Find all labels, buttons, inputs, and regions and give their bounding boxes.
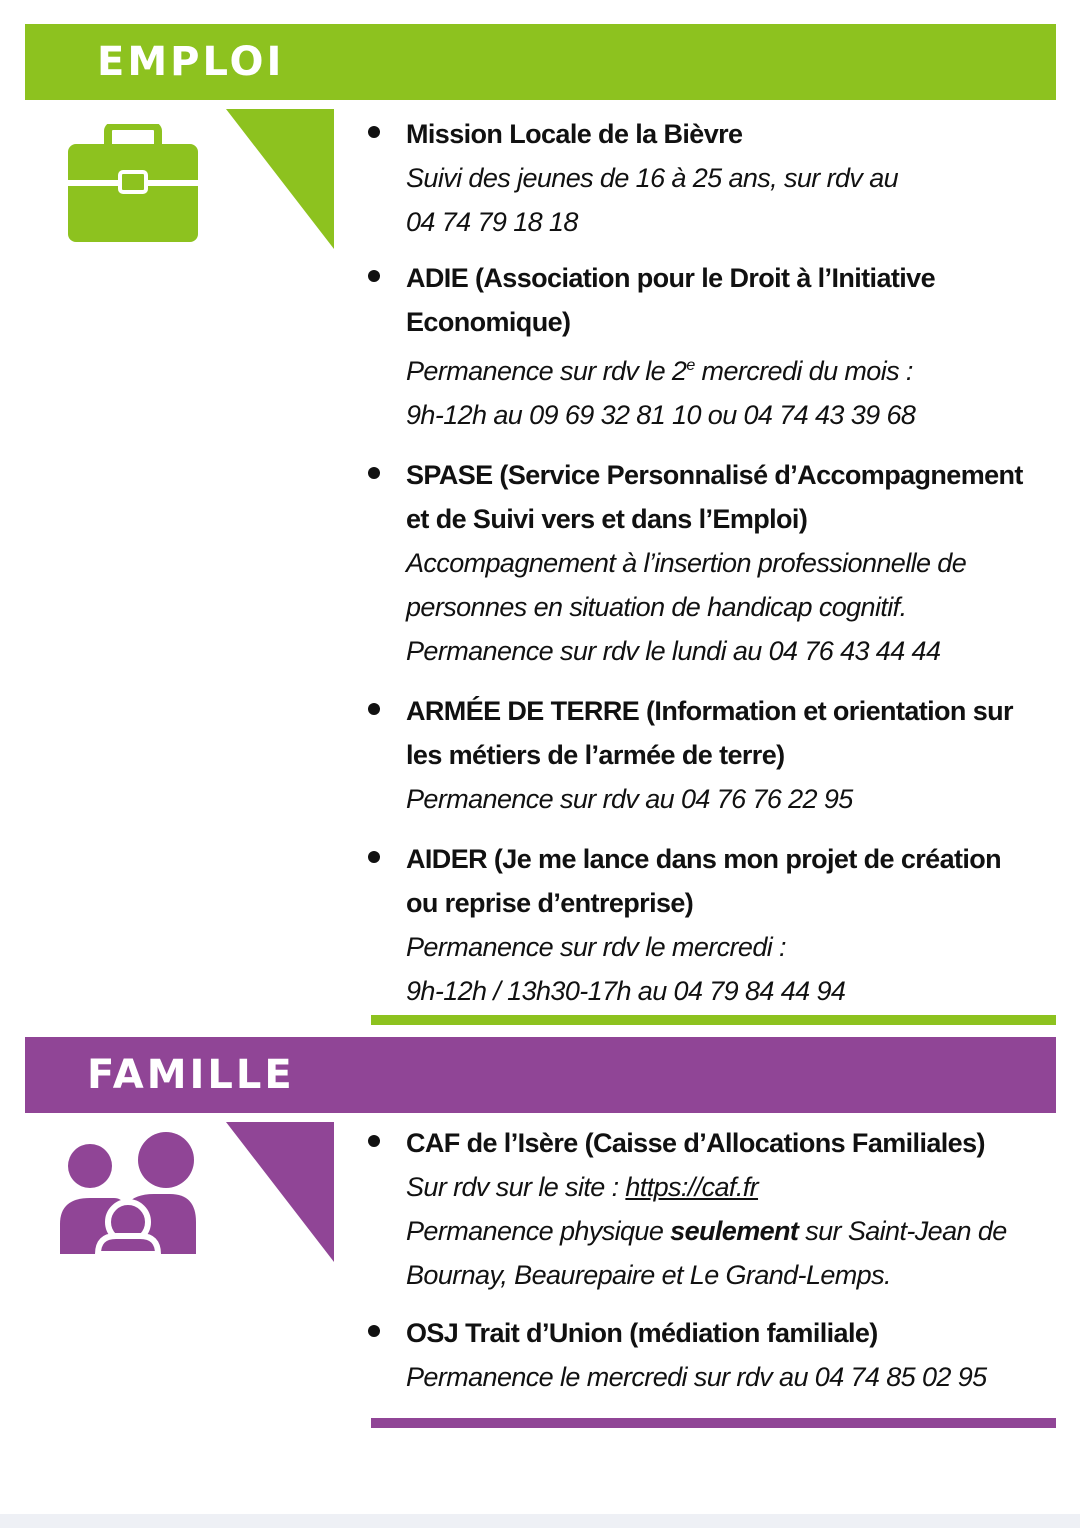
famille-list bbox=[366, 1121, 1046, 1399]
entry-title: Economique) bbox=[406, 307, 571, 337]
famille-divider bbox=[371, 1418, 1056, 1428]
entry-title: OSJ Trait d’Union (médiation familiale) bbox=[406, 1318, 878, 1348]
entry-line: Permanence sur rdv au 04 76 76 22 95 bbox=[406, 784, 853, 814]
emploi-divider bbox=[371, 1015, 1056, 1025]
famille-corner-triangle bbox=[226, 1122, 334, 1262]
bullet bbox=[368, 1325, 380, 1337]
entry-line: 9h-12h au 09 69 32 81 10 ou 04 74 43 39 68 bbox=[406, 400, 916, 430]
famille-heading: FAMILLE bbox=[87, 1052, 295, 1098]
entry-line: Permanence physique seulement sur Saint-Jean de bbox=[406, 1216, 1007, 1246]
bullet bbox=[368, 703, 380, 715]
entry-title: les métiers de l’armée de terre) bbox=[406, 740, 785, 770]
list-item bbox=[366, 689, 1046, 821]
bullet bbox=[368, 851, 380, 863]
list-item bbox=[366, 1121, 1046, 1297]
family-icon bbox=[58, 1132, 198, 1254]
list-item bbox=[366, 453, 1046, 673]
caf-site-link[interactable]: https://caf.fr bbox=[625, 1172, 759, 1202]
entry-title: SPASE (Service Personnalisé d’Accompagnement bbox=[406, 460, 1023, 490]
bottom-strip bbox=[0, 1514, 1080, 1528]
entry-line: 9h-12h / 13h30-17h au 04 79 84 44 94 bbox=[406, 976, 846, 1006]
entry-line: Permanence le mercredi sur rdv au 04 74 85 02 95 bbox=[406, 1362, 987, 1392]
bullet bbox=[368, 467, 380, 479]
entry-line: Sur rdv sur le site : https://caf.fr bbox=[406, 1172, 759, 1202]
famille-heading-band bbox=[25, 1037, 1056, 1113]
emploi-heading-band bbox=[25, 24, 1056, 100]
entry-line: Permanence sur rdv le mercredi : bbox=[406, 932, 786, 962]
list-item bbox=[366, 112, 1046, 244]
entry-title: ou reprise d’entreprise) bbox=[406, 888, 694, 918]
list-item bbox=[366, 837, 1046, 1013]
entry-title: ARMÉE DE TERRE (Information et orientation sur bbox=[406, 696, 1013, 726]
entry-title: et de Suivi vers et dans l’Emploi) bbox=[406, 504, 808, 534]
bullet bbox=[368, 1135, 380, 1147]
bullet bbox=[368, 270, 380, 282]
emploi-list bbox=[366, 112, 1046, 1013]
entry-line: Accompagnement à l’insertion professionnelle de bbox=[406, 548, 967, 578]
list-item bbox=[366, 1311, 1046, 1399]
entry-line: 04 74 79 18 18 bbox=[406, 207, 578, 237]
entry-title: CAF de l’Isère (Caisse d’Allocations Familiales) bbox=[406, 1128, 985, 1158]
entry-line: personnes en situation de handicap cognitif. bbox=[406, 592, 907, 622]
briefcase-icon bbox=[66, 124, 200, 244]
entry-line: Suivi des jeunes de 16 à 25 ans, sur rdv au bbox=[406, 163, 899, 193]
entry-title: Mission Locale de la Bièvre bbox=[406, 119, 743, 149]
entry-line: Permanence sur rdv le lundi au 04 76 43 44 44 bbox=[406, 636, 941, 666]
bullet bbox=[368, 126, 380, 138]
entry-line: Bournay, Beaurepaire et Le Grand-Lemps. bbox=[406, 1260, 891, 1290]
entry-title: AIDER (Je me lance dans mon projet de création bbox=[406, 844, 1002, 874]
emploi-heading: EMPLOI bbox=[97, 39, 285, 85]
entry-title: ADIE (Association pour le Droit à l’Initiative bbox=[406, 263, 935, 293]
entry-line: Permanence sur rdv le 2e mercredi du mois : bbox=[406, 356, 913, 386]
emploi-corner-triangle bbox=[226, 109, 334, 249]
list-item bbox=[366, 256, 1046, 437]
